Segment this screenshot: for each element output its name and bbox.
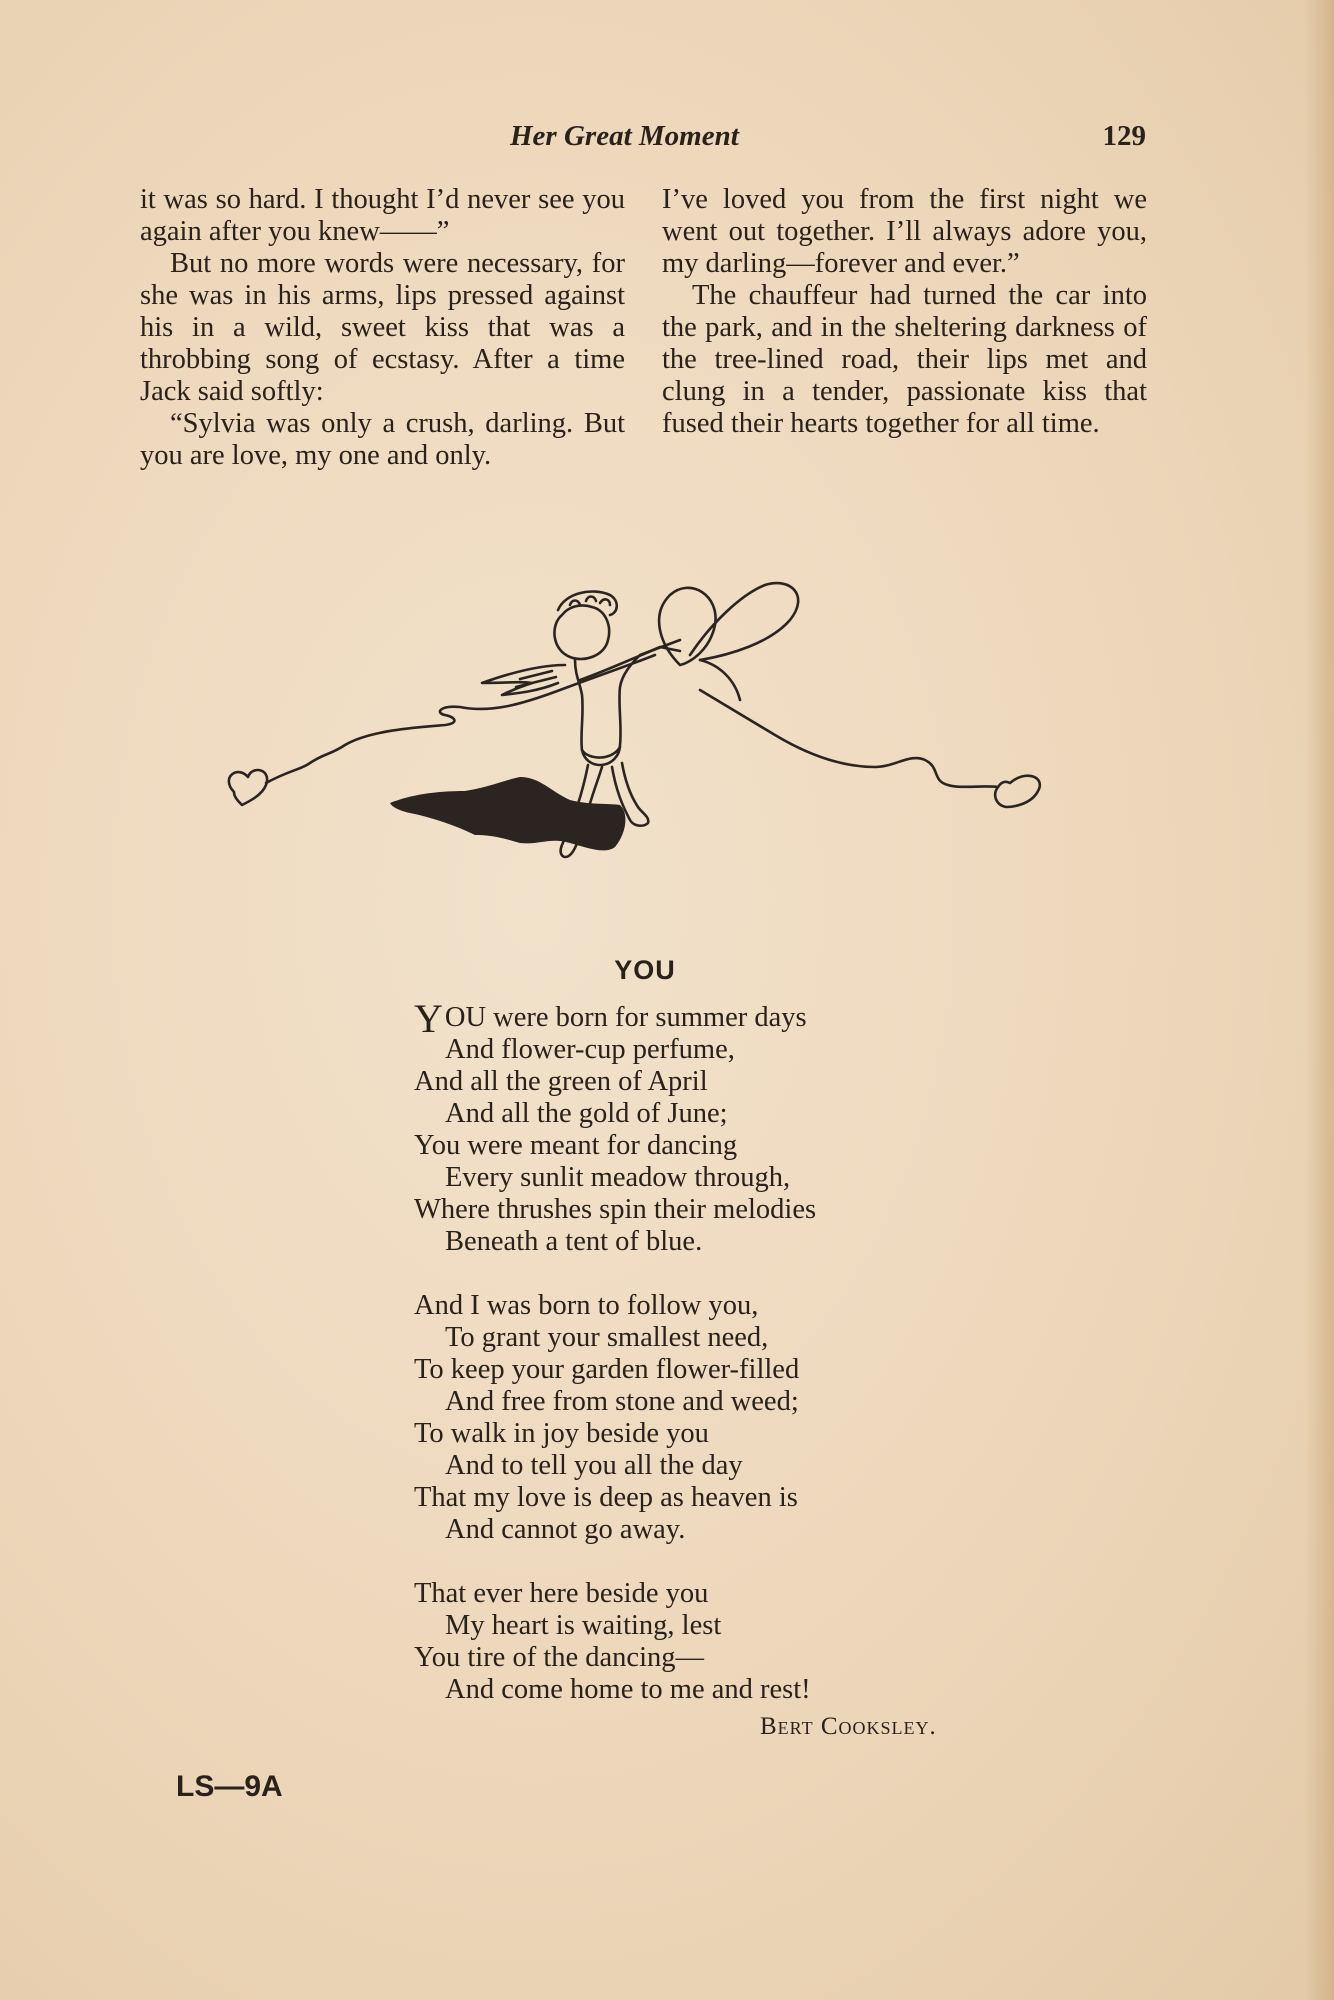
cupid-with-heart-string-icon bbox=[220, 555, 1070, 905]
poem-line: To walk in joy beside you bbox=[414, 1418, 709, 1449]
poem-line: And cannot go away. bbox=[445, 1514, 686, 1545]
poem-author: Bert Cooksley. bbox=[760, 1713, 937, 1740]
page-header bbox=[140, 120, 1146, 160]
poem-line: Every sunlit meadow through, bbox=[445, 1162, 791, 1193]
poem-line: Beneath a tent of blue. bbox=[445, 1226, 703, 1257]
poem-line: That my love is deep as heaven is bbox=[414, 1482, 798, 1513]
poem-line: You tire of the dancing— bbox=[414, 1642, 704, 1673]
poem-title: YOU bbox=[614, 955, 676, 985]
poem-line: And to tell you all the day bbox=[445, 1450, 743, 1481]
paragraph: The chauffeur had turned the car into the park, and in the sheltering darkness of the tree-lined road, their lips met and clung in a tender, passionate kiss that fused their hearts together for all time. bbox=[662, 280, 1147, 439]
poem-line: Where thrushes spin their melodies bbox=[414, 1194, 817, 1225]
story-column-right bbox=[662, 184, 1147, 440]
poem-line: My heart is waiting, lest bbox=[445, 1610, 722, 1641]
poem-line: To keep your garden flower-filled bbox=[414, 1354, 800, 1385]
paragraph: But no more words were necessary, for she was in his arms, lips pressed against his in a wild, sweet kiss that was a throbbing song of ecstasy. After a time Jack said softly: bbox=[140, 248, 625, 407]
paragraph: “Sylvia was only a crush, darling. But you are love, my one and only. bbox=[140, 408, 625, 471]
page-number: 129 bbox=[1102, 120, 1146, 152]
page-edge-shadow bbox=[1304, 0, 1334, 2000]
poem-line: And free from stone and weed; bbox=[445, 1386, 799, 1417]
paragraph: it was so hard. I thought I’d never see you again after you knew——” bbox=[140, 184, 625, 247]
poem-line: You were meant for dancing bbox=[414, 1130, 738, 1161]
print-code: LS—9A bbox=[176, 1770, 283, 1803]
stanza bbox=[414, 998, 1014, 1258]
poem-line: That ever here beside you bbox=[414, 1578, 709, 1609]
poem-line: And flower-cup perfume, bbox=[445, 1034, 735, 1065]
poem-line: To grant your smallest need, bbox=[445, 1322, 769, 1353]
running-head: Her Great Moment bbox=[510, 120, 739, 152]
stanza bbox=[414, 1290, 1014, 1546]
poem-line: And I was born to follow you, bbox=[414, 1290, 759, 1321]
poem-line: And all the green of April bbox=[414, 1066, 708, 1097]
poem-line: And all the gold of June; bbox=[445, 1098, 728, 1129]
stanza bbox=[414, 1578, 1014, 1706]
poem-line bbox=[414, 996, 1014, 1041]
poem-line: And come home to me and rest! bbox=[445, 1674, 811, 1705]
poem bbox=[414, 998, 1014, 1738]
story-column-left bbox=[140, 184, 625, 472]
drop-cap: Y bbox=[414, 996, 443, 1041]
first-line-text: OU were born for summer days bbox=[444, 1002, 807, 1033]
paragraph: I’ve loved you from the first night we went out together. I’ll always adore you, my darling—forever and ever.” bbox=[662, 184, 1147, 279]
